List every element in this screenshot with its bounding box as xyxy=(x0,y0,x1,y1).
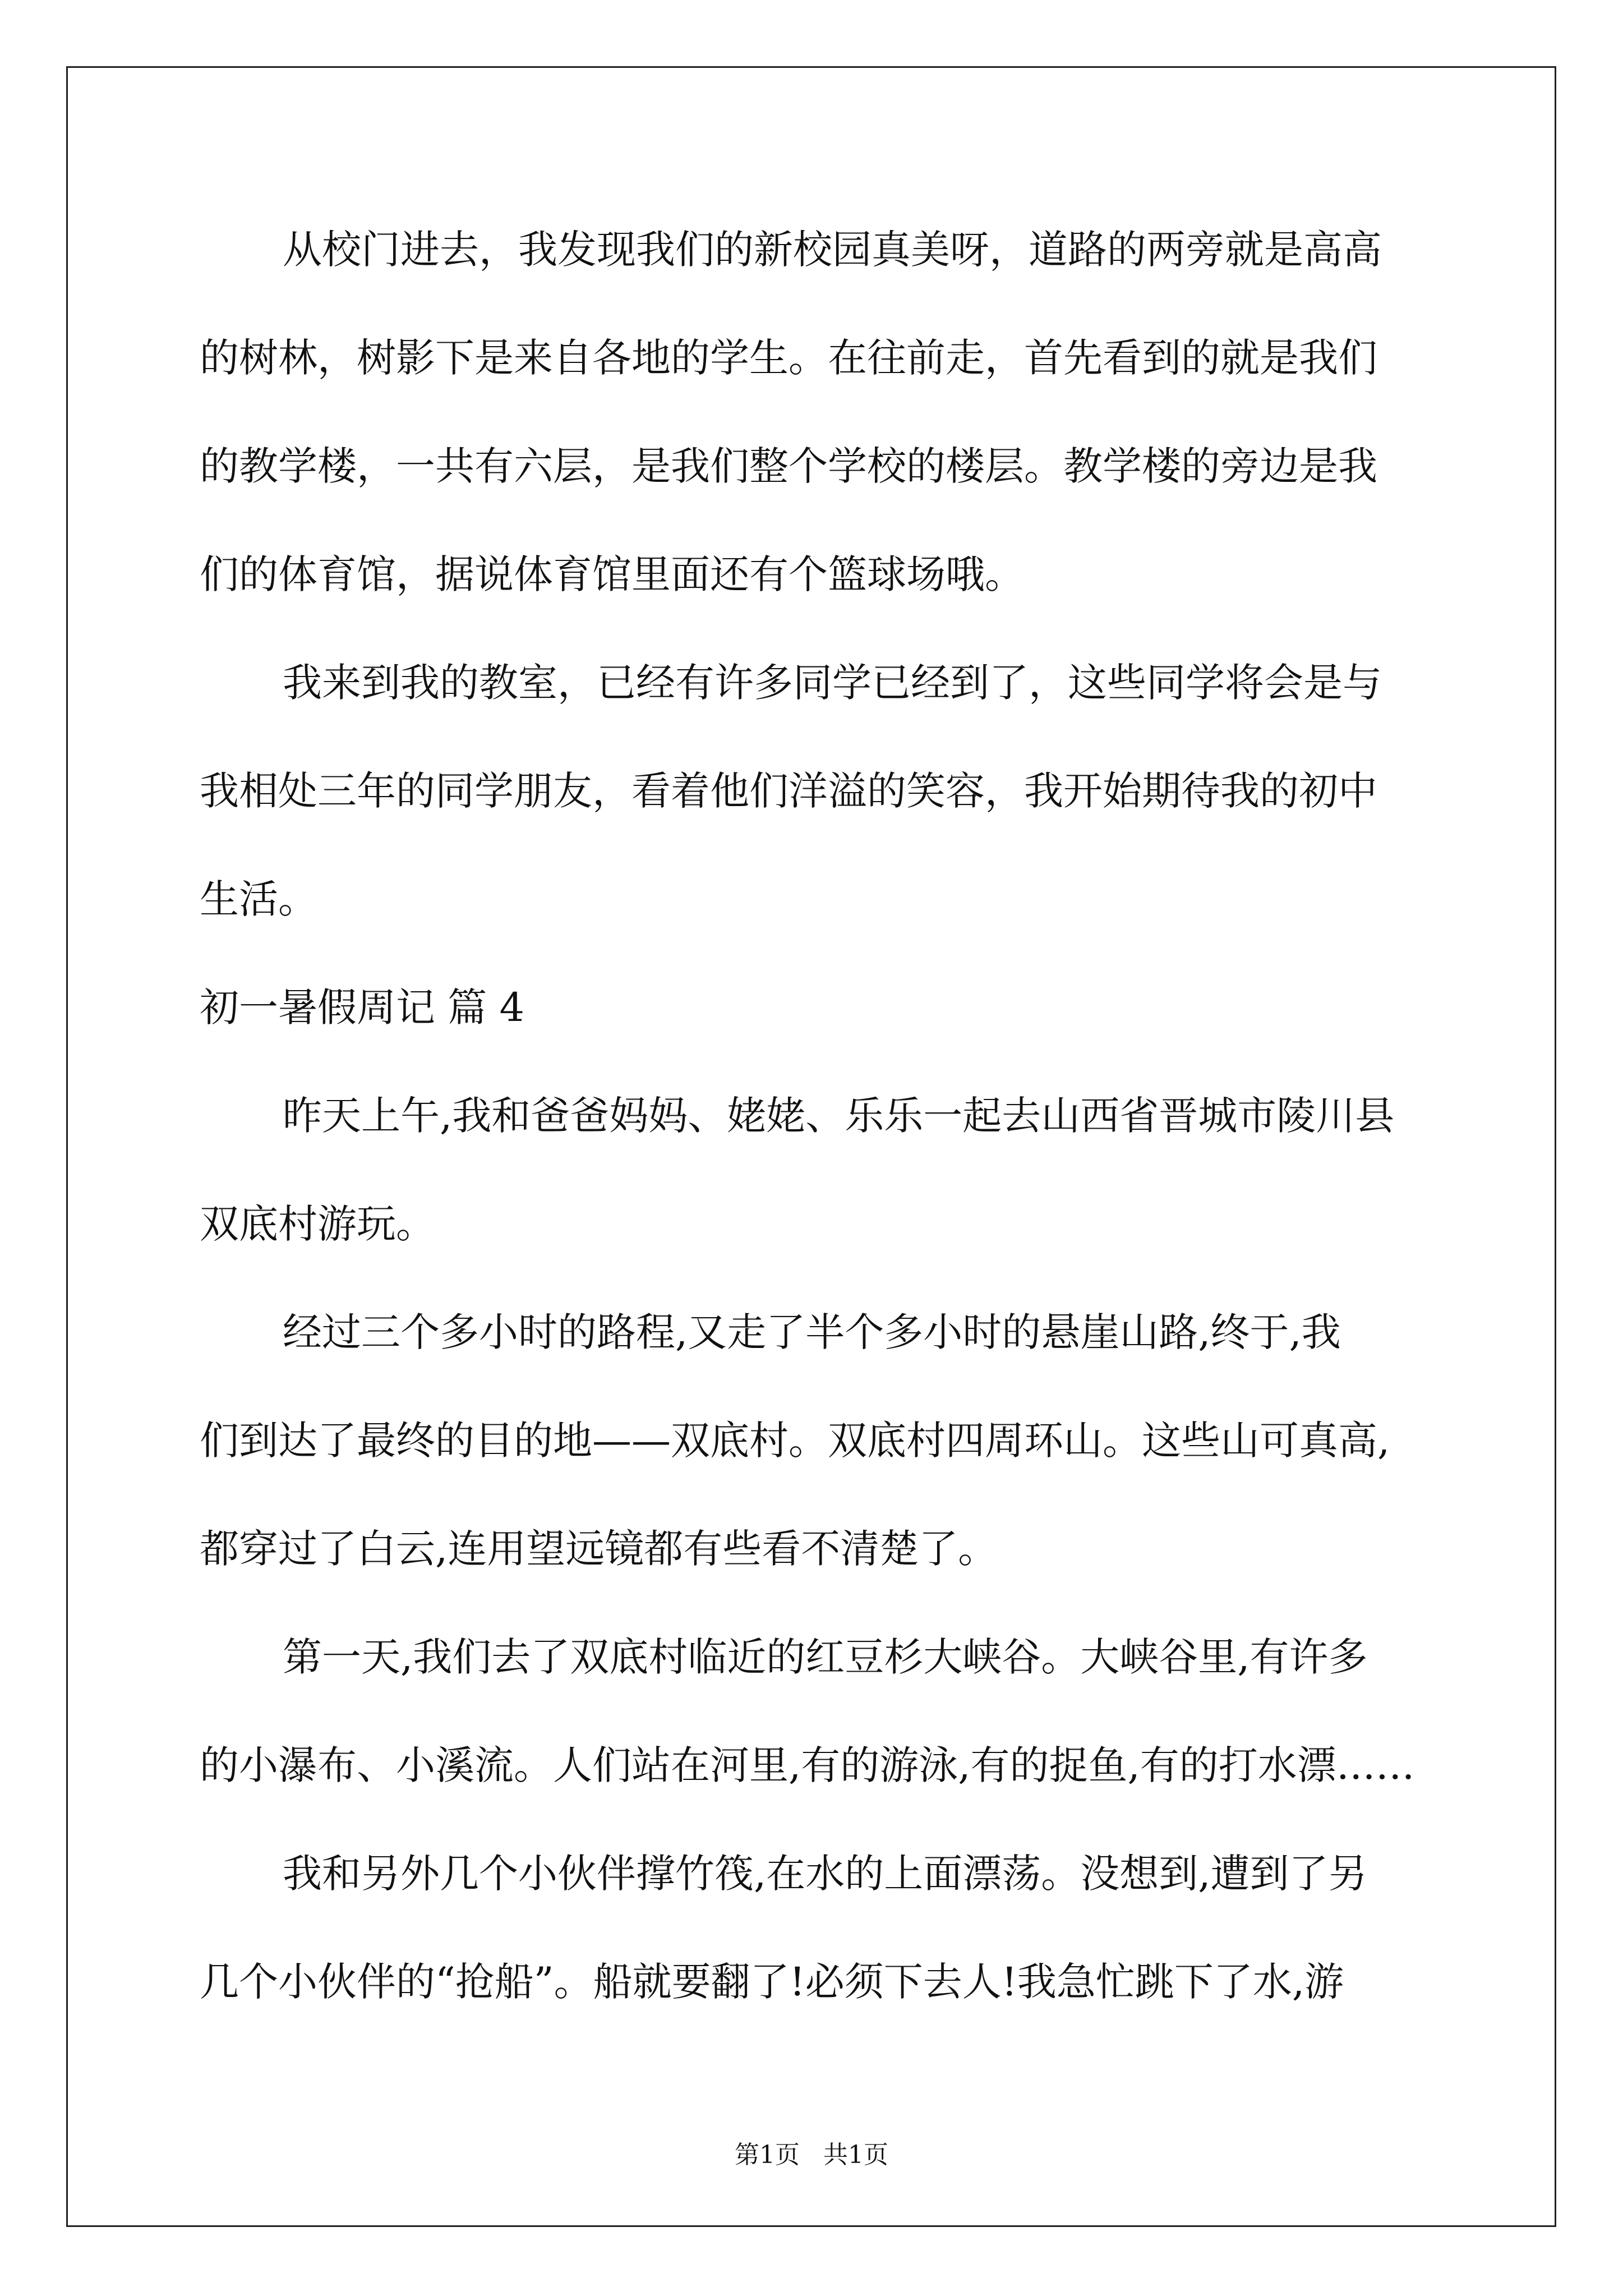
paragraph-1-line-2: 的树林，树影下是来自各地的学生。在往前走，首先看到的就是我们 xyxy=(200,335,1377,381)
paragraph-1-line-1: 从校门进去，我发现我们的新校园真美呀，道路的两旁就是高高 xyxy=(283,227,1382,273)
page-number-footer: 第1页 共1页 xyxy=(735,2141,888,2169)
paragraph-2-line-3: 生活。 xyxy=(200,876,317,922)
paragraph-1-line-4: 们的体育馆，据说体育馆里面还有个篮球场哦。 xyxy=(200,551,1024,597)
section-heading: 初一暑假周记 篇 4 xyxy=(200,984,525,1030)
paragraph-2-line-2: 我相处三年的同学朋友，看着他们洋溢的笑容，我开始期待我的初中 xyxy=(200,768,1377,814)
paragraph-5-line-1: 第一天,我们去了双底村临近的红豆杉大峡谷。大峡谷里,有许多 xyxy=(283,1634,1368,1680)
paragraph-2-line-1: 我来到我的教室，已经有许多同学已经到了，这些同学将会是与 xyxy=(283,660,1382,706)
paragraph-1-line-3: 的教学楼，一共有六层，是我们整个学校的楼层。教学楼的旁边是我 xyxy=(200,443,1377,489)
paragraph-4-line-2: 们到达了最终的目的地——双底村。双底村四周环山。这些山可真高, xyxy=(200,1418,1390,1464)
paragraph-6-line-1: 我和另外几个小伙伴撑竹筏,在水的上面漂荡。没想到,遭到了另 xyxy=(283,1851,1368,1897)
paragraph-5-line-2: 的小瀑布、小溪流。人们站在河里,有的游泳,有的捉鱼,有的打水漂…… xyxy=(200,1742,1415,1788)
paragraph-3-line-1: 昨天上午,我和爸爸妈妈、姥姥、乐乐一起去山西省晋城市陵川县 xyxy=(283,1093,1395,1139)
paragraph-6-line-2: 几个小伙伴的“抢船”。船就要翻了!必须下去人!我急忙跳下了水,游 xyxy=(200,1959,1344,2005)
paragraph-4-line-3: 都穿过了白云,连用望远镜都有些看不清楚了。 xyxy=(200,1526,998,1572)
paragraph-4-line-1: 经过三个多小时的路程,又走了半个多小时的悬崖山路,终于,我 xyxy=(283,1309,1341,1355)
paragraph-3-line-2: 双底村游玩。 xyxy=(200,1201,435,1247)
page-border xyxy=(66,66,1556,2227)
